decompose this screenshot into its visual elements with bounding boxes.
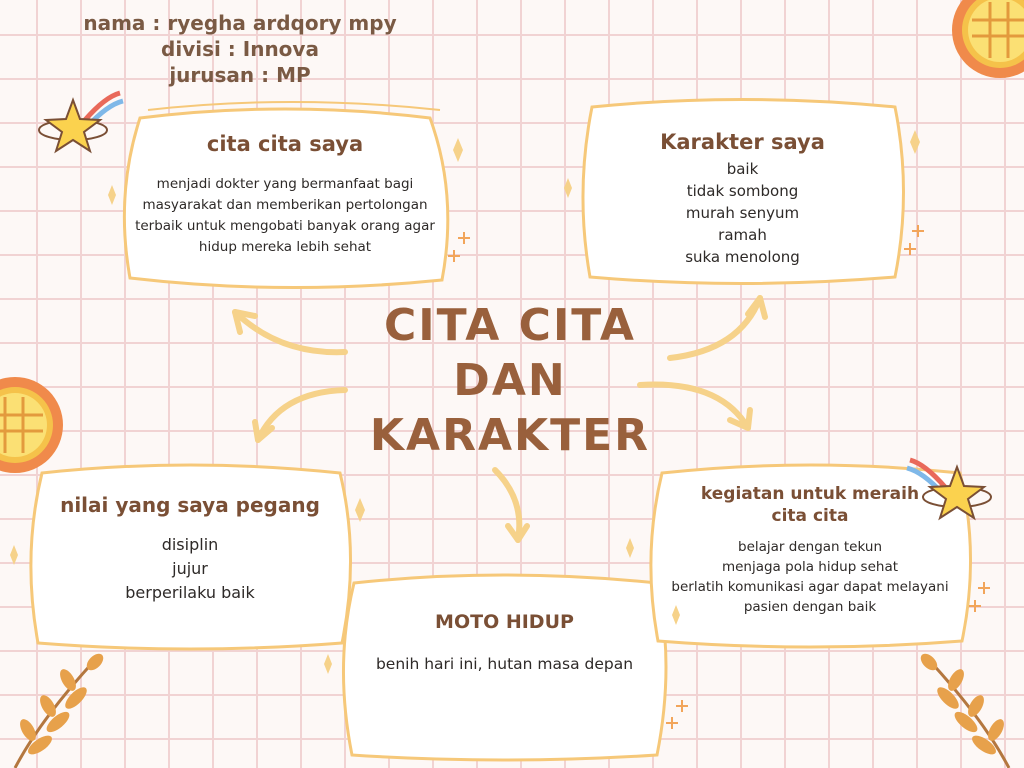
student-name: nama : ryegha ardqory mpy	[83, 11, 397, 35]
student-division: divisi : Innova	[161, 37, 319, 61]
card-line: jujur	[172, 559, 208, 578]
card-line: ramah	[718, 226, 767, 244]
card-line: hidup mereka lebih sehat	[198, 239, 372, 255]
card-title-line: cita cita	[771, 506, 849, 526]
card-line: disiplin	[161, 535, 219, 554]
card-line: berlatih komunikasi agar dapat melayani	[671, 579, 949, 595]
card-line: menjaga pola hidup sehat	[721, 559, 899, 575]
card-line: baik	[726, 160, 759, 178]
card-line: belajar dengan tekun	[738, 539, 882, 555]
center-title-line: DAN	[453, 355, 567, 406]
card-line: murah senyum	[685, 204, 800, 222]
card-line: suka menolong	[685, 248, 800, 266]
center-title-line: CITA CITA	[384, 300, 636, 351]
card-line: terbaik untuk mengobati banyak orang agar	[135, 218, 435, 234]
center-title-line: KARAKTER	[369, 410, 651, 461]
card-line: tidak sombong	[686, 182, 799, 200]
card-line: menjadi dokter yang bermanfaat bagi	[156, 176, 414, 192]
card-line: benih hari ini, hutan masa depan	[375, 655, 634, 673]
card-title: nilai yang saya pegang	[60, 493, 320, 517]
card-line: masyarakat dan memberikan pertolongan	[142, 197, 428, 213]
card-line: berperilaku baik	[125, 583, 255, 602]
center-title	[330, 298, 690, 463]
card-title-line: kegiatan untuk meraih	[700, 484, 920, 504]
student-major: jurusan : MP	[169, 63, 311, 87]
card-title: Karakter saya	[660, 130, 825, 154]
card-title: MOTO HIDUP	[435, 611, 574, 633]
card-line: pasien dengan baik	[743, 599, 877, 615]
card-title: cita cita saya	[206, 132, 364, 156]
